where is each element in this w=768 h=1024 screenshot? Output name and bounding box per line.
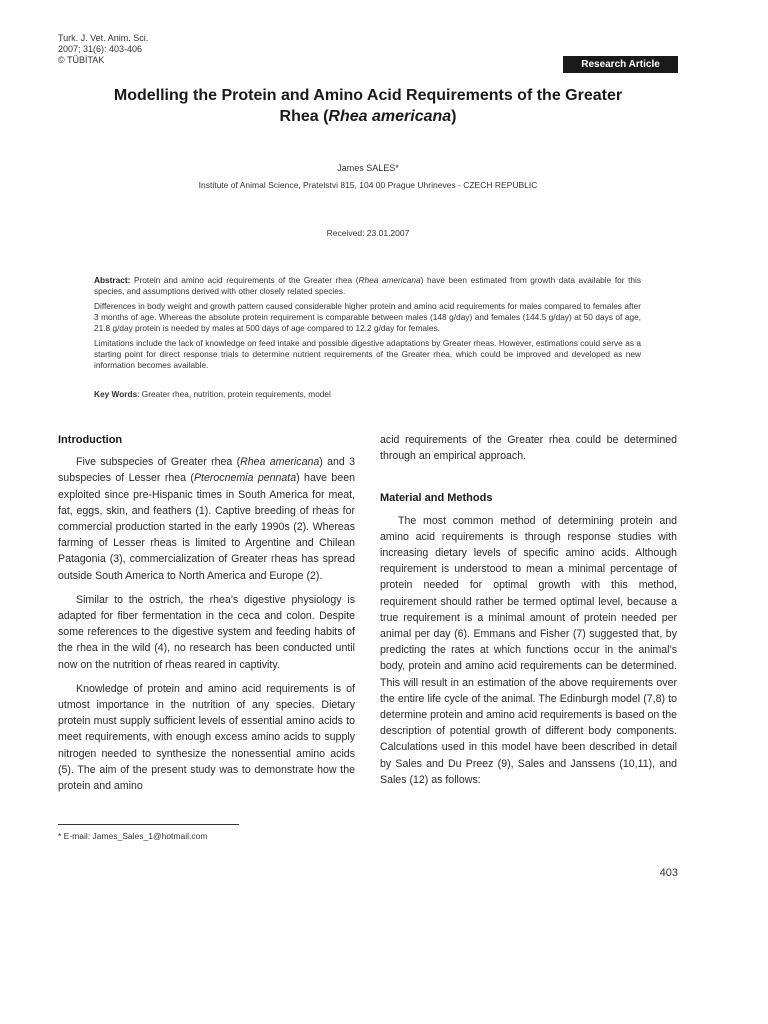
title-line-2: [58, 106, 678, 127]
keywords: [94, 389, 641, 399]
abstract: [94, 275, 641, 375]
species-name: Rhea americana: [240, 456, 320, 469]
body-text: ) and 3 subspecies of Lesser rhea (: [58, 456, 355, 485]
species-name: Pterocnemia pennata: [193, 472, 297, 485]
abstract-paragraph-3: Limitations include the lack of knowledge on feed intake and possible digestive adaptations by Greater rheas. However, estimations could serve as a starting point for direct response trials to determine nutrient requirements of the Greater rhea, which could be improved and developed as new information becomes available.: [94, 338, 641, 370]
section-heading-introduction: Introduction: [58, 434, 123, 446]
journal-citation: [58, 33, 148, 66]
abstract-label: Abstract:: [94, 275, 131, 285]
journal-name: Turk. J. Vet. Anim. Sci.: [58, 33, 149, 43]
abstract-paragraph-2: Differences in body weight and growth pattern caused considerable higher protein and amino acid requirements for males compared to females after 3 months of age. Whereas the absolute protein requirement is comparable between males (148 g/day) and females (144.5 g/day) at 50 days of age, 21.8 g/day protein is needed by males at 500 days of age compared to 12.2 g/day for females.: [94, 301, 641, 333]
title-text: Rhea (: [279, 108, 329, 125]
abstract-text: ) have been estimated from growth data available for this species, and assumptions derived with other closely related species.: [94, 275, 641, 296]
keywords-text: : Greater rhea, nutrition, protein requirements, model: [137, 389, 331, 399]
abstract-text: Protein and amino acid requirements of the Greater rhea (: [130, 275, 359, 285]
intro-paragraph-1: [58, 454, 355, 584]
abstract-paragraph-1: [94, 275, 641, 297]
author-name: James SALES*: [337, 163, 399, 173]
page-number: 403: [659, 867, 678, 879]
journal-publisher: © TÜBİTAK: [58, 55, 105, 65]
body-text: ) have been exploited since pre-Hispanic times in South America for meat, fat, eggs, skin, and feathers (1). Captive breeding of rheas for commercial production started in the early 1990s (2). Whereas farming of Lesser rheas is limited to Argentine and Chilean Patagonia (3), commercialization of Greater rheas has spread outside South America to North America and Europe (2).: [58, 472, 355, 582]
abstract-species-name: Rhea americana: [358, 275, 421, 285]
journal-volume: 2007; 31(6): 403-406: [58, 44, 143, 54]
intro-paragraph-2: Similar to the ostrich, the rhea’s digestive physiology is adapted for fiber fermentation in the ceca and colon. Despite some references to the digestive system and feeding habits of the rhea in the wild (4), no research has been conducted until now on the nutrition of rheas reared in captivity.: [58, 593, 355, 671]
title-line-1: Modelling the Protein and Amino Acid Requirements of the Greater: [113, 87, 623, 104]
keywords-label: Key Words: [94, 389, 138, 399]
footnote-divider: [58, 824, 239, 825]
intro-paragraph-3: Knowledge of protein and amino acid requirements is of utmost importance in the nutrition of any species. Dietary protein must supply sufficient levels of essential amino acids to meet requirements, with enough excess amino acids to supply nitrogen needed to synthesize the nonessential amino acids (5). The aim of the present study was to demonstrate how the protein and amino: [58, 682, 355, 793]
article-title: [58, 85, 678, 127]
author-email-footnote: * E-mail: James_Sales_1@hotmail.com: [58, 831, 208, 841]
title-species-name: Rhea americana: [328, 108, 452, 125]
left-column: [58, 432, 355, 794]
section-heading-methods: Material and Methods: [380, 492, 493, 505]
methods-paragraph-1: The most common method of determining protein and amino acid requirements is through response studies with increasing dietary levels of specific amino acids. Although requirement is understood to mean a minimal percentage of protein needed for optimal growth with this method, requirement should rather be termed optimal level, because a true requirement is a minimal amount of protein needed per animal per day (6). Emmans and Fisher (7) suggested that, by predicting the rates at which functions occur in the animal’s body, protein and amino acid requirements can be determined. This will result in an estimation of the above requirements over the entire life cycle of the animal. The Edinburgh model (7,8) to determine protein and amino acid requirements is based on the description of potential growth of different body components. Calculations used in this model have been described in detail by Sales and Du Preez (9), Sales and Janssens (10,11), and Sales (12) as follows:: [380, 514, 677, 786]
received-date: Received: 23.01.2007: [326, 228, 410, 238]
title-text-end: ): [451, 108, 457, 125]
body-text: Five subspecies of Greater rhea (: [76, 456, 241, 469]
intro-continuation: acid requirements of the Greater rhea could be determined through an empirical approach.: [380, 434, 677, 463]
article-type-badge: Research Article: [563, 56, 678, 73]
author-affiliation: Institute of Animal Science, Pratelstvi 815, 104 00 Prague Uhrineves - CZECH REPUBLIC: [198, 180, 538, 190]
right-column: [380, 432, 677, 788]
